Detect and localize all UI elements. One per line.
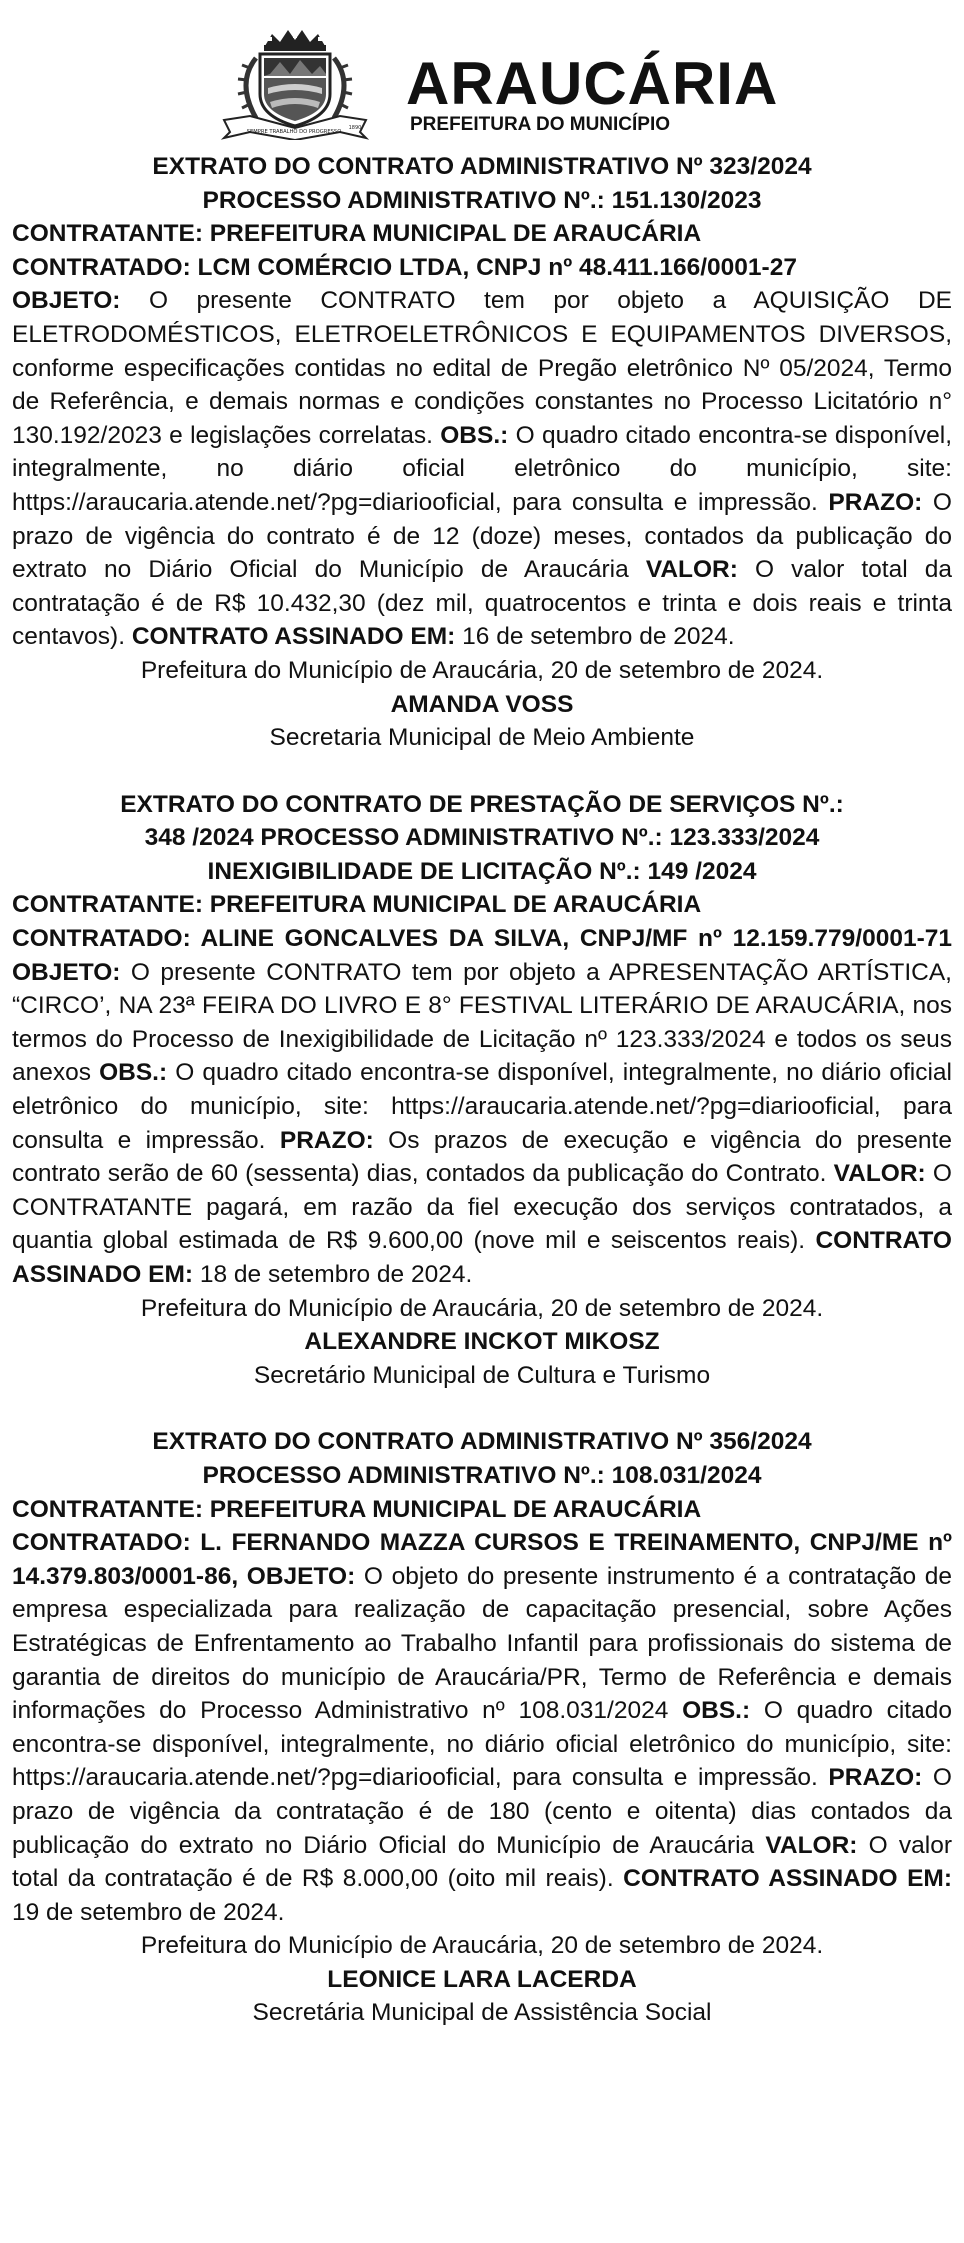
extract-contratado: CONTRATADO: LCM COMÉRCIO LTDA, CNPJ nº 48.411.166/0001-27 xyxy=(12,253,797,281)
objeto-label: OBJETO: xyxy=(12,958,121,986)
extract-body xyxy=(12,1526,952,1929)
objeto-text: O objeto do presente instrumento é a contratação de empresa especializada para realização de capacitação presencial, sobre Ações Estratégicas de Enfrentamento ao Trabalho Infantil para profissionais do sistema de garantia de direitos do município de Araucária/PR, Termo de Referência e demais informações do Processo Administrativo nº 108.031/2024 xyxy=(12,1562,952,1725)
assinado-text: 18 de setembro de 2024. xyxy=(193,1261,473,1288)
extract-process: PROCESSO ADMINISTRATIVO Nº.: 151.130/2023 xyxy=(202,186,762,214)
obs-text: O quadro citado encontra-se disponível, integralmente, no diário oficial eletrônico do município, site: https://araucaria.atende.net/?pg=diariooficial, para consulta e impressão. xyxy=(12,1059,953,1154)
extract-section xyxy=(12,1425,952,2030)
signer-name: LEONICE LARA LACERDA xyxy=(327,1965,637,1993)
assinado-label: CONTRATO ASSINADO EM: xyxy=(12,1227,952,1288)
coat-of-arms-icon xyxy=(220,28,370,140)
extract-contratado: CONTRATADO: L. FERNANDO MAZZA CURSOS E TREINAMENTO, CNPJ/ME nº 14.379.803/0001-86, OBJETO: xyxy=(12,1529,952,1590)
extract-section xyxy=(12,150,952,755)
signer-department: Secretário Municipal de Cultura e Turismo xyxy=(253,1361,711,1389)
extract-body xyxy=(12,284,952,654)
valor-text: O valor total da contratação é de R$ 10.432,30 (dez mil, quatrocentos e trinta e dois reais e trinta centavos). xyxy=(12,556,952,651)
extract-body xyxy=(12,922,952,1292)
objeto-text: O presente CONTRATO tem por objeto a AQUISIÇÃO DE ELETRODOMÉSTICOS, ELETROELETRÔNICOS E EQUIPAMENTOS DIVERSOS, conforme especificações contidas no edital de Pregão eletrônico Nº 05/2024, Termo de Referência, e demais normas e condições constantes no Processo Licitatório n° 130.192/2023 e legislações correlatas. xyxy=(12,287,952,449)
place-date: Prefeitura do Município de Araucária, 20 de setembro de 2024. xyxy=(140,1294,824,1322)
assinado-label: CONTRATO ASSINADO EM: xyxy=(131,623,456,651)
place-date: Prefeitura do Município de Araucária, 20 de setembro de 2024. xyxy=(140,656,824,684)
prazo-text: O prazo de vigência da contratação é de 180 (cento e oitenta) dias contados da publicação do extrato no Diário Oficial do Município de Araucária xyxy=(12,1764,952,1859)
extract-section xyxy=(12,788,952,1393)
valor-label: VALOR: xyxy=(833,1160,926,1188)
prazo-label: PRAZO: xyxy=(828,1764,923,1792)
prazo-label: PRAZO: xyxy=(828,488,923,516)
extract-process: 348 /2024 PROCESSO ADMINISTRATIVO Nº.: 123.333/2024 xyxy=(144,824,820,852)
place-date: Prefeitura do Município de Araucária, 20 de setembro de 2024. xyxy=(140,1932,824,1960)
header xyxy=(220,28,779,140)
brand-name: ARAUCÁRIA xyxy=(406,50,779,117)
content xyxy=(12,150,952,2030)
objeto-text: O presente CONTRATO tem por objeto a APRESENTAÇÃO ARTÍSTICA, “CIRCO’, NA 23ª FEIRA DO LIVRO E 8° FESTIVAL LITERÁRIO DE ARAUCÁRIA, nos termos do Processo de Inexigibilidade de Licitação nº 123.333/2024 e todos os seus anexos xyxy=(12,958,952,1087)
valor-text: O valor total da contratação é de R$ 8.000,00 (oito mil reais). xyxy=(12,1831,952,1893)
valor-text: O CONTRATANTE pagará, em razão da fiel execução dos serviços contratados, a quantia global estimada de R$ 9.600,00 (nove mil e seiscentos reais). xyxy=(12,1160,952,1255)
extract-process: PROCESSO ADMINISTRATIVO Nº.: 108.031/2024 xyxy=(202,1461,762,1489)
signer-department: Secretária Municipal de Assistência Social xyxy=(252,1999,712,2027)
prazo-text: O prazo de vigência do contrato é de 12 (doze) meses, contados da publicação do extrato no Diário Oficial do Município de Araucária xyxy=(12,488,952,584)
valor-label: VALOR: xyxy=(765,1831,858,1859)
seal-year: 1890 xyxy=(348,125,362,131)
extract-title: EXTRATO DO CONTRATO DE PRESTAÇÃO DE SERVIÇOS Nº.: xyxy=(120,790,844,818)
valor-label: VALOR: xyxy=(645,556,738,584)
extract-contratado: CONTRATADO: ALINE GONCALVES DA SILVA, CNPJ/MF nº 12.159.779/0001-71 xyxy=(12,925,952,953)
seal-motto: SEMPRE TRABALHO DO PROGRESSO xyxy=(246,129,342,135)
signer-department: Secretaria Municipal de Meio Ambiente xyxy=(269,724,695,752)
objeto-label: OBJETO: xyxy=(12,287,121,315)
extract-contratante: CONTRATANTE: PREFEITURA MUNICIPAL DE ARAUCÁRIA xyxy=(12,1495,702,1523)
extract-inexigibilidade: INEXIGIBILIDADE DE LICITAÇÃO Nº.: 149 /2024 xyxy=(207,857,757,885)
obs-text: O quadro citado encontra-se disponível, integralmente, no diário oficial eletrônico do município, site: https://araucaria.atende.net/?pg=diariooficial, para consulta e impressão. xyxy=(12,1697,952,1792)
obs-text: O quadro citado encontra-se disponível, integralmente, no diário oficial eletrônico do município, site: https://araucaria.atende.net/?pg=diariooficial, para consulta e impressão. xyxy=(12,421,952,516)
extract-contratante: CONTRATANTE: PREFEITURA MUNICIPAL DE ARAUCÁRIA xyxy=(12,220,702,248)
assinado-text: 16 de setembro de 2024. xyxy=(455,623,735,651)
extract-title: EXTRATO DO CONTRATO ADMINISTRATIVO Nº 356/2024 xyxy=(152,1428,812,1456)
extract-contratante: CONTRATANTE: PREFEITURA MUNICIPAL DE ARAUCÁRIA xyxy=(12,891,702,919)
brand-subtitle: PREFEITURA DO MUNICÍPIO xyxy=(410,114,671,135)
prazo-label: PRAZO: xyxy=(279,1126,374,1154)
signer-name: ALEXANDRE INCKOT MIKOSZ xyxy=(304,1328,660,1356)
obs-label: OBS.: xyxy=(99,1059,168,1087)
extract-title: EXTRATO DO CONTRATO ADMINISTRATIVO Nº 323/2024 xyxy=(152,153,812,180)
assinado-text: 19 de setembro de 2024. xyxy=(12,1898,285,1926)
prazo-text: Os prazos de execução e vigência do presente contrato serão de 60 (sessenta) dias, contados da publicação do Contrato. xyxy=(12,1126,952,1188)
signer-name: AMANDA VOSS xyxy=(390,690,574,718)
assinado-label: CONTRATO ASSINADO EM: xyxy=(623,1865,952,1893)
obs-label: OBS.: xyxy=(440,421,509,449)
obs-label: OBS.: xyxy=(682,1697,751,1725)
